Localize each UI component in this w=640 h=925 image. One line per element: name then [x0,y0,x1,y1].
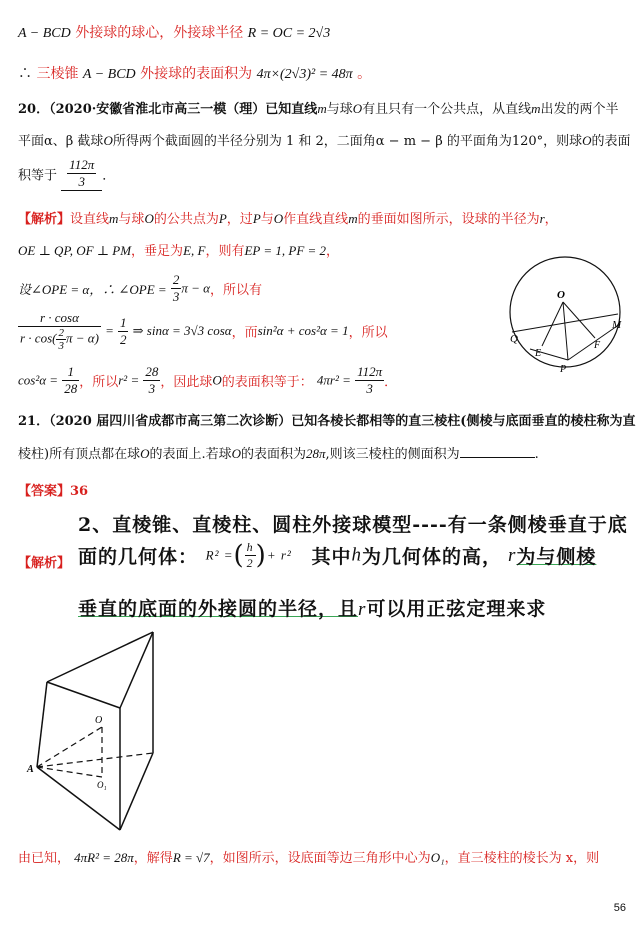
segment-a-o1 [37,767,102,777]
problem-21-line-1: 21．（2020 届四川省成都市高三第二次诊断）已知各棱长都相等的直三棱柱(侧棱与底面垂直的棱柱称为直 [18,414,636,429]
model-line-3: 垂直的底面的外接圆的半径，且r可以用正弦定理来求 [78,598,547,620]
problem-20-line-2: 平面α、β 截球O所得两个截面圆的半径分别为 1 和 2，二面角α − m − β 的平面角为120°，则球O的表面 [18,133,631,149]
label-o: O [95,715,103,726]
label-o1: O₁ [97,780,107,790]
answer-fraction: $\frac{112\pi}{3}$ [69,157,95,189]
solution-line-3: 设∠OPE = α，∴ ∠OPE = $\frac{2}{3}$ π − α，所以有 [18,272,262,304]
sphere-section-circle [510,257,620,367]
bottom-line: 由已知， 4πR² = 28π，解得R = √7，如图所示，设底面等边三角形中心为O₁，直三棱柱的棱长为 x，则 [18,850,600,866]
answer-blank [460,443,535,458]
problem-20-line-3: 积等于 $\frac{112\pi}{3}$ ． [18,157,116,189]
therefore-symbol: ∴ [18,66,32,82]
page-number: 56 [613,902,626,914]
top-edge-1 [47,632,153,682]
problem-21-line-2: 棱柱)所有顶点都在球O的表面上.若球O的表面积为28π,则该三棱柱的侧面积为 . [18,443,539,462]
lateral-edge-a [37,682,47,767]
math-expr: R = OC = 2√3 [247,26,331,41]
label-p: P [560,364,567,375]
segment-a-o [37,727,102,767]
solution-line-2: OE ⊥ QP, OF ⊥ PM，垂足为E, F，则有EP = 1, PF = 2， [18,243,340,259]
paren-open: ( [233,540,245,571]
text-red: 。 [357,66,372,82]
model-title: 2、直棱锥、直棱柱、圆柱外接球模型----有一条侧棱垂直于底 [78,514,628,536]
bottom-edge-1 [37,767,120,830]
segment-op [563,302,568,360]
top-edge-3 [47,682,120,708]
text-red: 外接球的球心，外接球半径 [75,25,244,41]
solution-label: 【解析】 [18,212,71,227]
math-expr: A − BCD [18,26,71,41]
paren-close: ) [255,540,267,571]
label-f: F [594,340,601,351]
bottom-edge-2 [120,753,153,830]
line-2 [18,63,371,83]
label-o: O [557,289,565,301]
model-solution-label: 【解析】 [18,556,71,571]
answer-blank [61,157,102,191]
math-expr: 4π×(2√3)² = 48π [256,67,353,82]
hidden-edge [37,753,153,767]
label-a: A [27,764,34,775]
label-m: M [612,319,622,331]
label-e: E [535,348,542,359]
label-q: Q [510,333,518,345]
text-red: 外接球的表面积为 [140,66,253,82]
text-red: 三棱锥 [36,66,79,82]
circle-diagram [500,252,635,377]
solution-line-5: cos²α = $\frac{1}{28}$ ，所以r² = $\frac{28}{3}$ ，因此球O的表面积等于： 4πr² = $\frac{112\pi}{3}$ ． [18,364,398,396]
top-edge-2 [120,632,153,708]
problem-20-line-1: 20．（2020·安徽省淮北市高三一模（理）已知直线m与球O有且只有一个公共点，从直线m出发的两个半 [18,101,619,117]
segment-of [563,302,595,338]
solution-line-4: r · cosα r · cos( $\frac{2}{3}$ π − α) = $\frac{1}{2}$ ⇒ sinα = 3√3 cosα，而sin²α + cos²α = 1，所以 [20,310,388,352]
prism-diagram [25,630,175,840]
solution-line-1: 【解析】设直线m与球O的公共点为P，过P与O作直线直线m的垂面如图所示，设球的半径为r， [18,211,558,227]
answer-label: 【答案】36 [18,484,89,499]
line-1 [18,22,330,42]
model-line-2: 面的几何体： R² =( $\frac{h}{2}$ )+ r² 其中h为几何体的高， r为与侧棱 [78,540,597,571]
math-expr: A − BCD [82,67,136,82]
